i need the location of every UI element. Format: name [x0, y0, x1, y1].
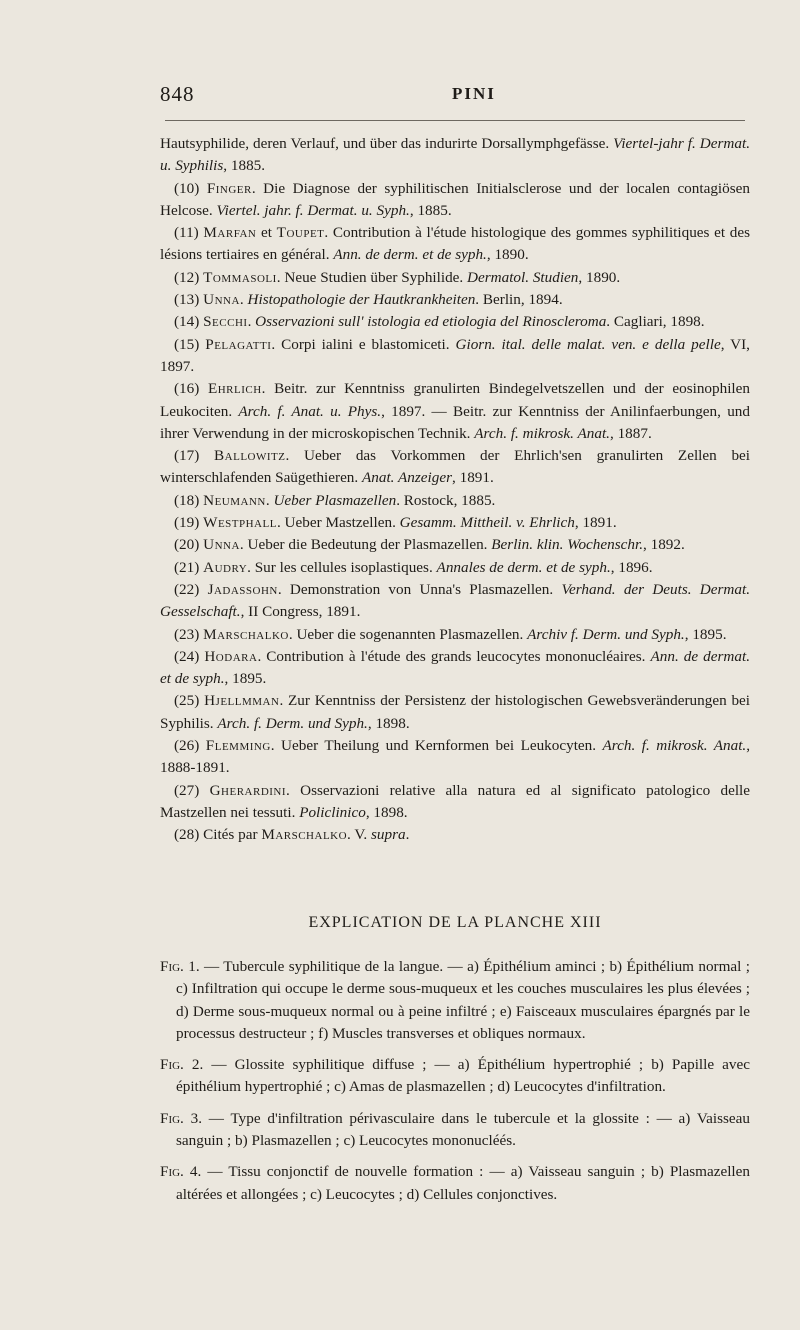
reference-source: Anat. Anzeiger [362, 469, 452, 487]
reference-author: Pelagatti [205, 335, 272, 353]
reference-text: , 1895. [684, 625, 727, 643]
reference-text: , 1891. [574, 514, 617, 532]
figure-label: Fig. 2. [160, 1056, 204, 1074]
reference-source: supra [370, 826, 406, 844]
figure-text: — Glossite syphilitique diffuse ; — a) Épithélium hypertrophié ; b) Papille avec épithélium hypertrophié ; c) Amas de plasmazellen ; d) Leucocytes d'infiltration. [176, 1056, 750, 1096]
reference-source: Viertel. jahr. f. Dermat. u. Syph. [216, 201, 410, 219]
reference-text: . Beitr. zur Kenntniss granulirten Bindegelvetszellen und der eosinophilen Leukociten. [160, 380, 750, 420]
reference-source: Arch. f. mikrosk. Anat. [474, 424, 610, 442]
reference-text: . [247, 313, 256, 331]
reference-author: Hodara [204, 647, 258, 665]
reference-source: Histopathologie der Hautkrankheiten [247, 291, 476, 309]
figure-explanation [160, 956, 750, 1045]
reference-source: Berlin. klin. Wochenschr. [491, 536, 643, 554]
reference-text: . Zur Kenntniss der Persistenz der histologischen Gewebsveränderungen bei Syphilis. [160, 692, 750, 732]
reference-text: (28) Cités par [174, 826, 262, 844]
reference-source: Archiv f. Derm. und Syph. [527, 625, 685, 643]
reference-source: Osservazioni sull' istologia ed etiologia del Rinoscleroma [255, 313, 607, 331]
reference-author: Jadassohn [207, 580, 278, 598]
reference-text: , 1896. [610, 558, 653, 576]
reference-item [160, 222, 750, 267]
reference-author: Neumann [203, 491, 266, 509]
reference-text: , II Congress, 1891. [240, 603, 361, 621]
figure-explanation [160, 1054, 750, 1099]
reference-author: Marschalko [261, 826, 348, 844]
reference-text: . Neue Studien über Syphilide. [276, 268, 468, 286]
reference-text: (18) [174, 491, 204, 509]
reference-text: , 1890. [486, 246, 529, 264]
reference-text: (15) [174, 335, 206, 353]
reference-text: (25) [174, 692, 205, 710]
reference-text: (14) [174, 313, 204, 331]
reference-text: . Ueber Mastzellen. [276, 514, 400, 532]
reference-source: Arch. f. mikrosk. Anat. [602, 737, 747, 755]
reference-text: , 1897. — Beitr. zur Kenntniss der Anilinfaerbungen, und ihrer Verwendung in der microskopischen Technik. [160, 402, 750, 442]
reference-text: . Demonstration von Unna's Plasmazellen. [277, 580, 562, 598]
reference-text: , 1885. [409, 201, 452, 219]
reference-source: Ann. de dermat. et de syph. [160, 647, 751, 688]
figure-text: — Tissu conjonctif de nouvelle formation : — a) Vaisseau sanguin ; b) Plasmazellen altérées et allongées ; c) Leucocytes ; d) Cellules conjonctives. [176, 1163, 750, 1203]
reference-text: , 1898. [365, 803, 408, 821]
reference-text: . Die Diagnose der syphilitischen Initialsclerose und der localen contagiösen Helcose. [160, 179, 750, 219]
reference-text: , 1888-1891. [160, 737, 751, 777]
reference-text: . Ueber die Bedeutung der Plasmazellen. [239, 536, 492, 554]
reference-source: Ueber Plasmazellen [273, 491, 397, 509]
reference-text: . Corpi ialini e blastomiceti. [271, 335, 456, 353]
reference-text: (17) [174, 447, 215, 465]
reference-text: , 1890. [578, 268, 621, 286]
reference-text: , 1892. [643, 536, 685, 554]
reference-author: Audry [203, 558, 248, 576]
figure-explanations [160, 956, 750, 1215]
reference-text: (16) [174, 380, 208, 398]
reference-source: Policlinico [299, 803, 366, 821]
figure-explanation [160, 1161, 750, 1206]
reference-text: . Ueber das Vorkommen der Ehrlich'sen granulirten Zellen bei winterschlafenden Saügethieren. [160, 447, 750, 487]
reference-text: (20) [174, 536, 204, 554]
reference-text: . Ueber die sogenannten Plasmazellen. [288, 625, 528, 643]
reference-author: Marschalko [203, 625, 289, 643]
reference-text: (11) [174, 224, 204, 242]
reference-text: (10) [174, 179, 207, 197]
reference-text: (12) [174, 268, 204, 286]
reference-text: . [239, 291, 248, 309]
reference-author: Finger [206, 179, 252, 197]
reference-text: , 1891. [452, 469, 494, 487]
reference-source: Viertel-jahr f. Dermat. u. Syphilis [160, 135, 750, 175]
reference-text: Hautsyphilide, deren Verlauf, und über das indurirte Dorsallymphgefässe. [160, 135, 614, 152]
reference-author: Flemming [205, 737, 271, 755]
reference-item [160, 267, 750, 289]
reference-author: Gherardini [209, 781, 287, 799]
reference-text: . [265, 491, 274, 509]
reference-item [160, 624, 750, 646]
reference-author: Secchi [203, 313, 248, 331]
reference-text: . [405, 826, 410, 844]
reference-text: (26) [174, 737, 206, 755]
reference-author: Unna [203, 291, 240, 309]
reference-text: . Contribution à l'étude des grands leucocytes mononucléaires. [257, 647, 651, 665]
reference-text: , 1887. [609, 424, 652, 442]
reference-author: Ehrlich [207, 380, 262, 398]
reference-text: (19) [174, 514, 204, 532]
reference-item [160, 133, 750, 178]
reference-text: (13) [174, 291, 204, 309]
reference-text: (24) [174, 647, 205, 665]
reference-item [160, 824, 750, 846]
figure-text: — Type d'infiltration périvasculaire dans le tubercule et la glossite : — a) Vaisseau sanguin ; b) Plasmazellen ; c) Leucocytes mononucléés. [176, 1109, 750, 1150]
reference-text: , 1895. [224, 670, 267, 688]
reference-source: Dermatol. Studien [467, 268, 579, 286]
reference-item [160, 311, 750, 333]
reference-author: Marfan [203, 224, 257, 242]
reference-text: . Contribution à l'étude histologique des gommes syphilitiques et des lésions tertiaires en général. [160, 224, 750, 264]
reference-text: . Osservazioni relative alla natura ed al significato patologico delle Mastzellen nei tessuti. [160, 781, 750, 821]
figure-explanation [160, 1108, 750, 1153]
reference-text: , 1885. [223, 157, 266, 175]
reference-item [160, 512, 750, 534]
reference-source: Arch. f. Anat. u. Phys. [238, 402, 382, 420]
reference-text: (23) [174, 625, 204, 643]
reference-text: . Berlin, 1894. [475, 291, 563, 309]
reference-author: Ballowitz [214, 447, 286, 465]
reference-author: Toupet [276, 224, 325, 242]
reference-source: Annales de derm. et de syph. [436, 558, 611, 576]
reference-item [160, 445, 750, 490]
reference-text: . Rostock, 1885. [396, 491, 496, 509]
reference-text: . Sur les cellules isoplastiques. [247, 558, 437, 576]
reference-text: , VI, 1897. [160, 335, 750, 375]
reference-item [160, 579, 750, 624]
figure-label: Fig. 3. [160, 1109, 203, 1127]
reference-item [160, 178, 750, 223]
reference-item [160, 378, 750, 445]
reference-author: Hjellmman [204, 692, 280, 710]
reference-item [160, 534, 750, 556]
section-title: EXPLICATION DE LA PLANCHE XIII [308, 914, 602, 931]
figure-label: Fig. 1. [160, 958, 200, 975]
running-head: PINI [452, 84, 496, 103]
reference-author: Westphall [203, 514, 277, 532]
reference-text: . Ueber Theilung und Kernformen bei Leukocyten. [270, 737, 603, 755]
reference-text: , 1898. [367, 714, 410, 732]
reference-item [160, 735, 750, 780]
reference-text: (22) [174, 580, 208, 598]
reference-text: et [256, 224, 277, 242]
reference-list [160, 133, 750, 847]
reference-item [160, 557, 750, 579]
reference-source: Gesamm. Mittheil. v. Ehrlich [399, 514, 575, 532]
reference-source: Verhand. der Deuts. Dermat. Gesselschaft. [160, 580, 750, 621]
reference-text: (27) [174, 781, 210, 799]
reference-source: Ann. de derm. et de syph. [333, 246, 487, 264]
reference-item [160, 690, 750, 735]
reference-text: (21) [174, 558, 204, 576]
page-number: 848 [160, 82, 195, 106]
reference-author: Unna [203, 536, 240, 554]
reference-item [160, 334, 750, 379]
reference-author: Tommasoli [203, 268, 277, 286]
figure-text: — Tubercule syphilitique de la langue. — a) Épithélium aminci ; b) Épithélium normal ; c) Infiltration qui occupe le derme sous-muqueux et les couches musculaires les plus élevées ; d) Derme sous-muqueux normal ou à peine infiltré ; e) Faisceaux musculaires épargnés par le processus destructeur ; f) Muscles transverses et obliques normaux. [176, 958, 750, 1042]
header-rule [165, 120, 745, 121]
reference-text: . V. [347, 826, 371, 844]
reference-item [160, 289, 750, 311]
reference-source: Giorn. ital. delle malat. ven. e della pelle [455, 335, 721, 353]
figure-label: Fig. 4. [160, 1163, 202, 1181]
reference-item [160, 490, 750, 512]
page-header [160, 82, 750, 112]
reference-source: Arch. f. Derm. und Syph. [217, 714, 368, 732]
reference-text: . Cagliari, 1898. [606, 313, 705, 331]
reference-item [160, 780, 750, 825]
reference-item [160, 646, 750, 691]
